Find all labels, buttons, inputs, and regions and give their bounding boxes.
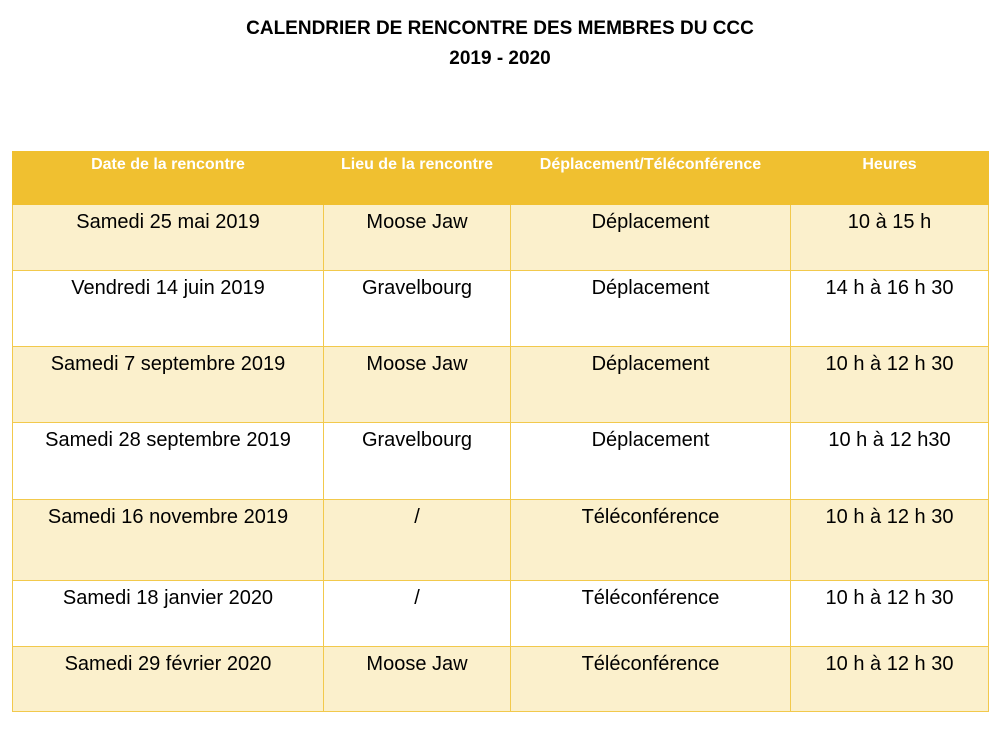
cell-lieu: Gravelbourg bbox=[324, 423, 511, 500]
meeting-schedule-table bbox=[12, 151, 989, 712]
cell-heures: 10 h à 12 h 30 bbox=[791, 347, 989, 423]
cell-heures: 10 h à 12 h 30 bbox=[791, 500, 989, 581]
header-heures: Heures bbox=[791, 152, 989, 205]
table-row bbox=[13, 647, 989, 712]
header-row bbox=[13, 152, 989, 205]
cell-lieu: / bbox=[324, 500, 511, 581]
cell-heures: 10 h à 12 h 30 bbox=[791, 581, 989, 647]
table-row bbox=[13, 423, 989, 500]
cell-date: Samedi 28 septembre 2019 bbox=[13, 423, 324, 500]
cell-date: Samedi 18 janvier 2020 bbox=[13, 581, 324, 647]
table-row bbox=[13, 271, 989, 347]
cell-date: Samedi 7 septembre 2019 bbox=[13, 347, 324, 423]
table-row bbox=[13, 205, 989, 271]
cell-date: Samedi 29 février 2020 bbox=[13, 647, 324, 712]
cell-mode: Déplacement bbox=[511, 347, 791, 423]
title-line-2: 2019 - 2020 bbox=[449, 48, 551, 69]
header-date: Date de la rencontre bbox=[13, 152, 324, 205]
cell-lieu: Moose Jaw bbox=[324, 205, 511, 271]
cell-heures: 14 h à 16 h 30 bbox=[791, 271, 989, 347]
cell-lieu: Moose Jaw bbox=[324, 347, 511, 423]
cell-mode: Déplacement bbox=[511, 205, 791, 271]
cell-mode: Téléconférence bbox=[511, 500, 791, 581]
cell-mode: Téléconférence bbox=[511, 647, 791, 712]
table-header bbox=[13, 152, 989, 205]
cell-heures: 10 h à 12 h 30 bbox=[791, 647, 989, 712]
cell-lieu: Moose Jaw bbox=[324, 647, 511, 712]
cell-date: Samedi 25 mai 2019 bbox=[13, 205, 324, 271]
table-row bbox=[13, 347, 989, 423]
header-mode: Déplacement/Téléconférence bbox=[511, 152, 791, 205]
cell-date: Samedi 16 novembre 2019 bbox=[13, 500, 324, 581]
cell-lieu: Gravelbourg bbox=[324, 271, 511, 347]
cell-mode: Déplacement bbox=[511, 423, 791, 500]
cell-heures: 10 h à 12 h30 bbox=[791, 423, 989, 500]
table-row bbox=[13, 581, 989, 647]
table-row bbox=[13, 500, 989, 581]
title-line-1: CALENDRIER DE RENCONTRE DES MEMBRES DU CCC bbox=[246, 18, 754, 39]
header-lieu: Lieu de la rencontre bbox=[324, 152, 511, 205]
cell-mode: Déplacement bbox=[511, 271, 791, 347]
table-body bbox=[13, 205, 989, 712]
cell-lieu: / bbox=[324, 581, 511, 647]
cell-heures: 10 à 15 h bbox=[791, 205, 989, 271]
document-title bbox=[0, 14, 1000, 74]
cell-date: Vendredi 14 juin 2019 bbox=[13, 271, 324, 347]
cell-mode: Téléconférence bbox=[511, 581, 791, 647]
